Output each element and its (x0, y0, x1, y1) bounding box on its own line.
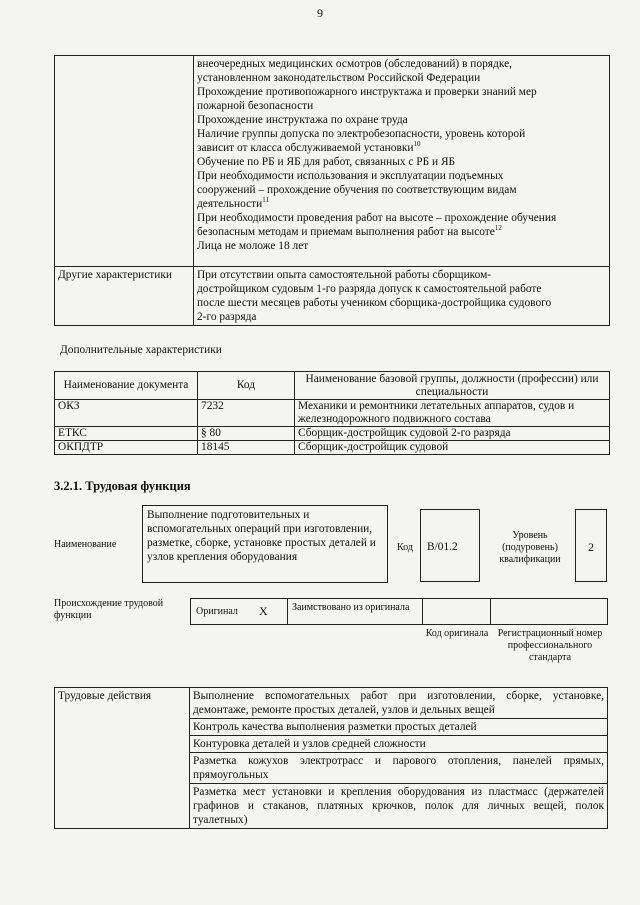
req-line: При необходимости использования и эксплуатации подъемных (197, 170, 504, 182)
table-row (55, 56, 610, 267)
header-name: Наименование базовой группы, должности (профессии) или специальности (295, 372, 610, 400)
function-code-value: B/01.2 (427, 541, 458, 553)
labour-action-item: Контроль качества выполнения разметки простых деталей (190, 719, 608, 736)
cell-code: 7232 (198, 400, 295, 427)
level-value: 2 (588, 540, 594, 554)
other-line: после шести месяцев работы учеником сборщика-достройщика судового (197, 297, 552, 309)
requirements-table (54, 55, 610, 326)
cell-name: Сборщик-достройщик судовой (295, 441, 610, 455)
footnote-11: 11 (262, 196, 269, 205)
labour-action-item: Выполнение вспомогательных работ при изготовлении, сборке, установке, демонтаже, ремонте простых деталей, узлов и дельных вещей (190, 688, 608, 719)
labour-action-item: Контуровка деталей и узлов средней сложности (190, 736, 608, 753)
cell-name: Сборщик-достройщик судовой 2-го разряда (295, 427, 610, 441)
cell-doc: ЕТКС (55, 427, 198, 441)
req-line: Наличие группы допуска по электробезопасности, уровень которой (197, 128, 526, 140)
other-characteristics-label (55, 267, 194, 326)
origin-borrowed-label: Заимствовано из оригинала (292, 602, 410, 613)
cell-name: Механики и ремонтники летательных аппаратов, судов и железнодорожного подвижного состава (295, 400, 610, 427)
header-doc: Наименование документа (55, 372, 198, 400)
origin-borrowed-box (287, 598, 423, 625)
req-line: пожарной безопасности (197, 100, 314, 112)
other-line: 2-го разряда (197, 311, 257, 323)
origin-original-box (190, 598, 288, 625)
req-line-text: безопасным методам и приемам выполнения работ на высоте (197, 226, 495, 238)
req-line: Прохождение инструктажа по охране труда (197, 114, 408, 126)
labour-action-item: Разметка мест установки и крепления оборудования из пластмасс (держателей графинов и стаканов, платяных крючков, полок для личных вещей, полок туалетных) (190, 784, 608, 829)
section-title: 3.2.1. Трудовая функция (54, 479, 191, 493)
req-line: внеочередных медицинских осмотров (обследований) в порядке, (197, 58, 512, 70)
additional-characteristics-title: Дополнительные характеристики (60, 344, 222, 356)
function-code-box (420, 509, 480, 582)
requirements-left-cell (55, 56, 194, 267)
table-row (55, 441, 610, 455)
cell-doc: ОКПДТР (55, 441, 198, 455)
labour-actions-label: Трудовые действия (55, 688, 190, 829)
level-label: Уровень (подуровень) квалификации (499, 530, 561, 565)
req-line: Лица не моложе 18 лет (197, 240, 309, 252)
header-code: Код (198, 372, 295, 400)
table-row (55, 688, 608, 719)
origin-code-caption: Код оригинала (425, 628, 489, 639)
other-characteristics-value (194, 267, 610, 326)
origin-original-mark: X (259, 604, 268, 618)
table-header-row (55, 372, 610, 400)
table-row (55, 427, 610, 441)
req-line-text: зависит от класса обслуживаемой установки (197, 142, 414, 154)
function-name-box (142, 505, 388, 583)
req-line: Прохождение противопожарного инструктажа и проверки знаний мер (197, 86, 537, 98)
labour-action-item: Разметка кожухов электротрасс и парового отопления, панелей прямых, прямоугольных (190, 753, 608, 784)
req-line: При необходимости проведения работ на высоте – прохождение обучения (197, 212, 557, 224)
table-row (55, 400, 610, 427)
cell-code: 18145 (198, 441, 295, 455)
cell-doc: ОКЗ (55, 400, 198, 427)
req-line: установленном законодательством Российской Федерации (197, 72, 481, 84)
origin-label: Происхождение трудовой функции (54, 598, 164, 621)
origin-original-label: Оригинал (196, 606, 238, 617)
other-line: При отсутствии опыта самостоятельной работы сборщиком- (197, 269, 492, 281)
cell-code: § 80 (198, 427, 295, 441)
level-box (575, 509, 607, 582)
requirements-right-cell (194, 56, 610, 267)
labour-actions-table (54, 687, 608, 829)
function-name-label: Наименование (54, 539, 117, 550)
function-code-label: Код (397, 542, 413, 553)
req-line: Обучение по РБ и ЯБ для работ, связанных с РБ и ЯБ (197, 156, 456, 168)
req-line (197, 197, 606, 211)
origin-code-box (422, 598, 491, 625)
other-line: достройщиком судовым 1-го разряда допуск к самостоятельной работе (197, 283, 542, 295)
req-line (197, 141, 606, 155)
req-line: сооружений – прохождение обучения по соответствующим видам (197, 184, 517, 196)
origin-reg-caption: Регистрационный номер профессионального стандарта (497, 628, 603, 663)
other-characteristics-text: Другие характеристики (58, 269, 173, 281)
req-line (197, 225, 606, 239)
footnote-12: 12 (494, 224, 502, 233)
table-row (55, 267, 610, 326)
function-name-value: Выполнение подготовительных и вспомогательных операций при изготовлении, разметке, сборке, установке простых деталей и узлов крепления оборудования (147, 509, 376, 563)
origin-reg-box (490, 598, 608, 625)
page-number: 9 (317, 6, 323, 20)
additional-characteristics-table (54, 371, 610, 455)
footnote-10: 10 (413, 140, 421, 149)
req-line-text: деятельности (197, 198, 263, 210)
